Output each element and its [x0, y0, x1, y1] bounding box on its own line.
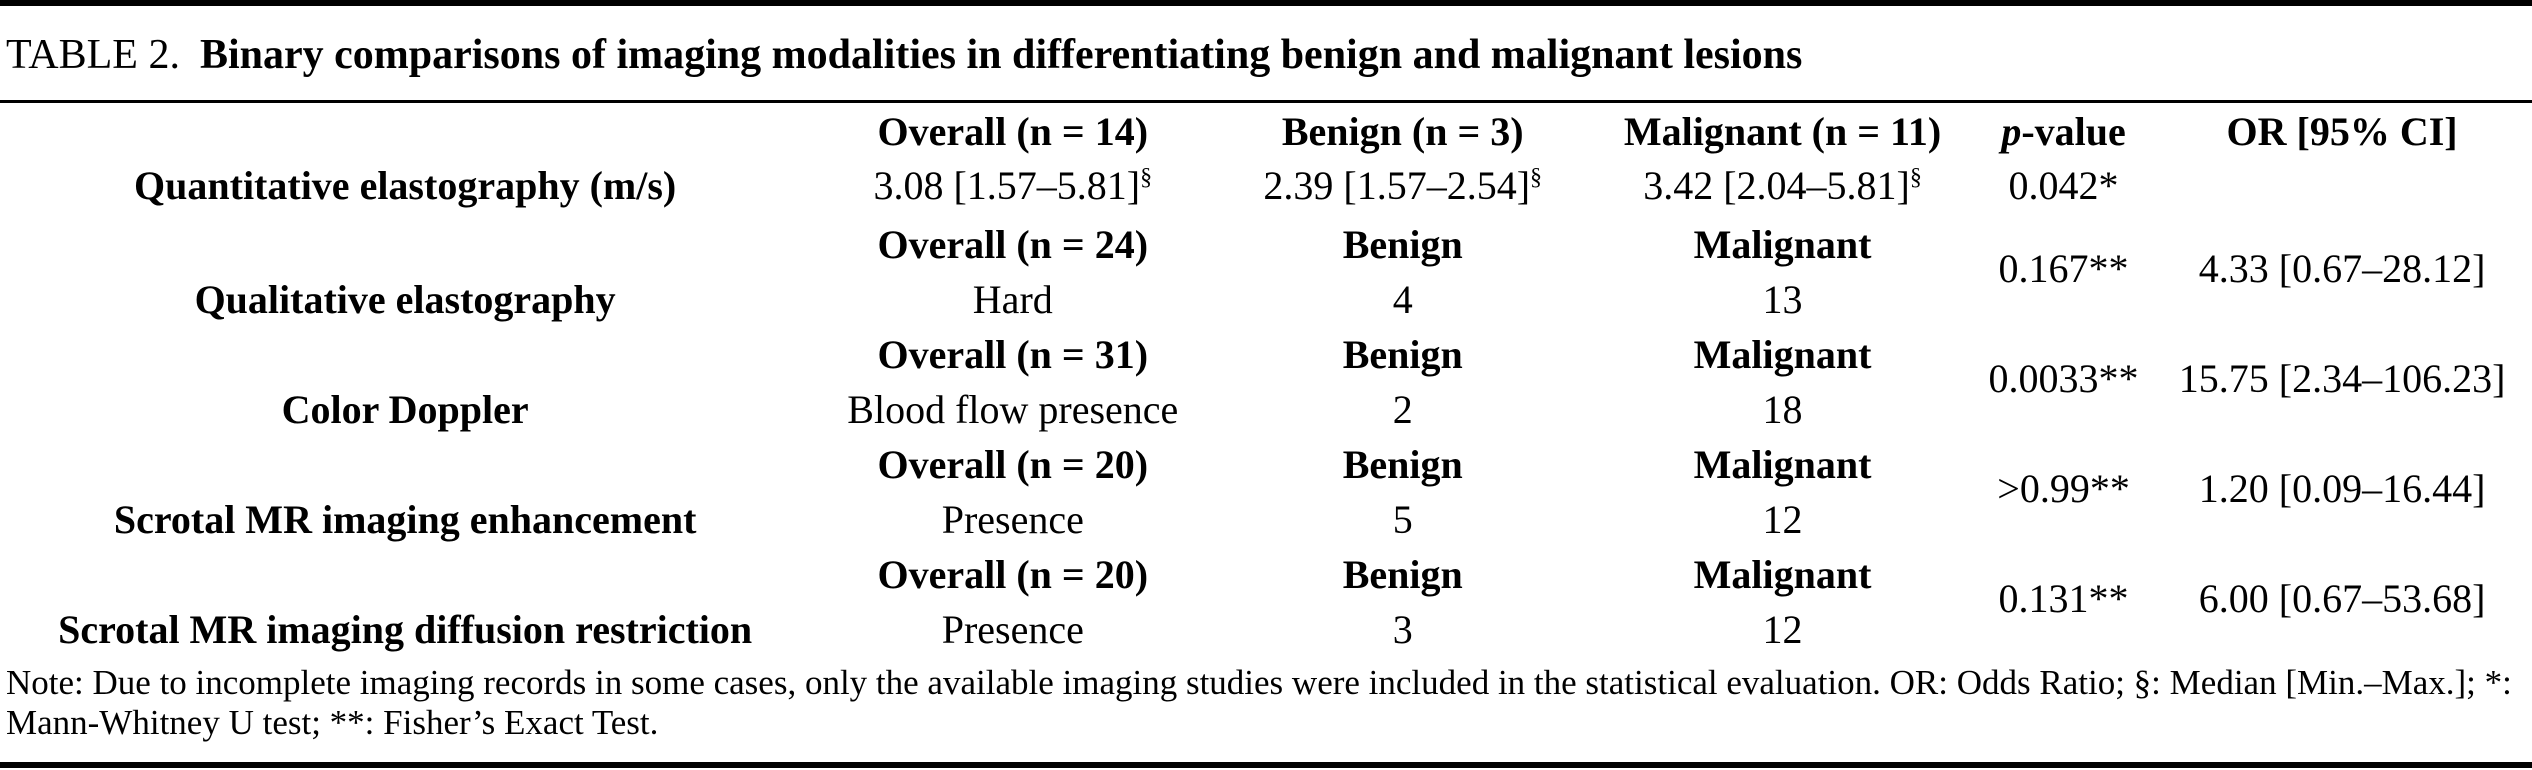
malignant-value: 13: [1762, 276, 1803, 322]
malignant-value: 12: [1762, 496, 1803, 542]
subheader-malignant: Malignant: [1693, 551, 1872, 597]
malignant-value: 18: [1762, 386, 1803, 432]
modality-label: Quantitative elastography (m/s): [134, 162, 677, 208]
p-value-cell: 0.042*: [2008, 162, 2119, 208]
bottom-rule: [0, 762, 2532, 768]
or-cell: 1.20 [0.09–16.44]: [2198, 465, 2486, 511]
header-p-value: [1975, 105, 2152, 157]
subheader-malignant: Malignant: [1693, 441, 1872, 487]
benign-value: 2: [1392, 386, 1413, 432]
subheader-malignant: Malignant: [1693, 331, 1872, 377]
row-quantitative-elastography: [0, 157, 2532, 213]
overall-value: [810, 157, 1215, 213]
modality-empty: [0, 323, 810, 385]
modality-label: Color Doppler: [281, 386, 529, 432]
modality-empty: [0, 433, 810, 495]
row-color-doppler-subheader: [0, 323, 2532, 385]
malignant-median: 3.42 [2.04–5.81]: [1643, 162, 1910, 208]
benign-value: 4: [1392, 276, 1413, 322]
header-malignant: Malignant (n = 11): [1623, 108, 1942, 154]
malignant-value: 12: [1762, 606, 1803, 652]
subheader-malignant: Malignant: [1693, 221, 1872, 267]
modality-label: Qualitative elastography: [194, 276, 616, 322]
benign-value: 5: [1392, 496, 1413, 542]
header-or-ci: OR [95% CI]: [2226, 108, 2458, 154]
overall-value: Hard: [972, 276, 1053, 322]
subheader-overall: Overall (n = 24): [877, 221, 1149, 267]
or-cell: 15.75 [2.34–106.23]: [2178, 355, 2506, 401]
or-cell: 6.00 [0.67–53.68]: [2198, 575, 2486, 621]
header-overall: Overall (n = 14): [877, 108, 1149, 154]
subheader-overall: Overall (n = 20): [877, 441, 1149, 487]
modality-empty: [0, 213, 810, 275]
benign-value: 3: [1392, 606, 1413, 652]
table-number: TABLE 2.: [6, 32, 180, 78]
table-title: [0, 6, 2532, 100]
table-caption: Binary comparisons of imaging modalities in differentiating benign and malignant lesions: [199, 32, 1803, 78]
modality-label: Scrotal MR imaging diffusion restriction: [58, 606, 753, 652]
malignant-value: [1590, 157, 1975, 213]
section-sup-icon: §: [1909, 164, 1922, 191]
modality-label: Scrotal MR imaging enhancement: [113, 496, 697, 542]
header-benign: Benign (n = 3): [1281, 108, 1524, 154]
or-cell: 4.33 [0.67–28.12]: [2198, 245, 2486, 291]
row-mr-enhancement-subheader: [0, 433, 2532, 495]
section-sup-icon: §: [1140, 164, 1153, 191]
modality-empty: [0, 543, 810, 605]
overall-median: 3.08 [1.57–5.81]: [873, 162, 1141, 208]
p-italic: p: [2001, 108, 2022, 154]
subheader-overall: Overall (n = 31): [877, 331, 1149, 377]
row-qualitative-elastography-subheader: [0, 213, 2532, 275]
overall-value: Presence: [941, 496, 1084, 542]
p-value-cell: 0.131**: [1998, 575, 2129, 621]
subheader-benign: Benign: [1342, 331, 1463, 377]
overall-value: Blood flow presence: [847, 386, 1179, 432]
p-value-cell: 0.167**: [1998, 245, 2129, 291]
row-mr-diffusion-subheader: [0, 543, 2532, 605]
subheader-benign: Benign: [1342, 441, 1463, 487]
benign-value: [1215, 157, 1590, 213]
binary-comparisons-table: [0, 105, 2532, 653]
table-footnote: Note: Due to incomplete imaging records in some cases, only the available imaging studies were included in the statistical evaluation. OR: Odds Ratio; §: Median [Min.–Max.]; *: Mann-Whitney U test; **: Fisher’s Exact Test.: [6, 663, 2512, 743]
benign-median: 2.39 [1.57–2.54]: [1263, 162, 1531, 208]
p-value-cell: 0.0033**: [1988, 355, 2139, 401]
header-modality-empty: [0, 105, 810, 157]
section-sup-icon: §: [1530, 164, 1543, 191]
subheader-benign: Benign: [1342, 551, 1463, 597]
or-cell: [2152, 157, 2532, 213]
p-rest: -value: [2021, 108, 2126, 154]
subheader-overall: Overall (n = 20): [877, 551, 1149, 597]
subheader-benign: Benign: [1342, 221, 1463, 267]
p-value-cell: >0.99**: [1997, 465, 2130, 511]
overall-value: Presence: [941, 606, 1084, 652]
header-row: [0, 105, 2532, 157]
title-separator-rule: [0, 100, 2532, 103]
